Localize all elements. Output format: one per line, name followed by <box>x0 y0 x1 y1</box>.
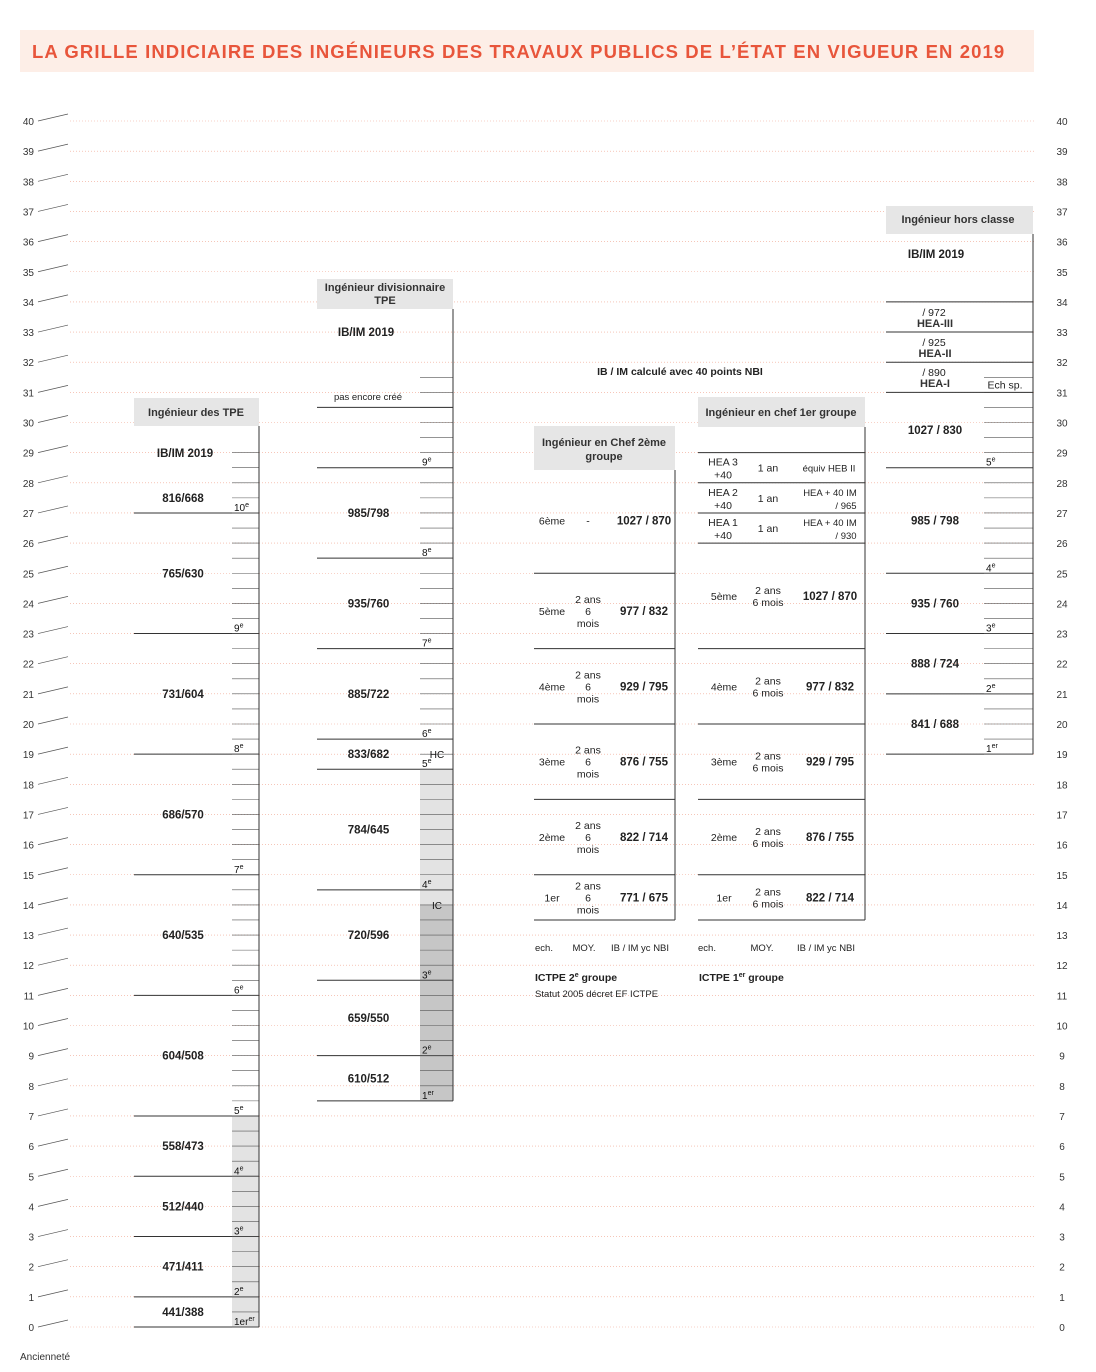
hc-hea-lab-2: HEA-III <box>916 317 954 330</box>
chef2-moy-2-1: 6 <box>585 756 591 769</box>
chef1-hea-ech-1-1: +40 <box>714 499 732 512</box>
tick-mark-32 <box>38 355 68 362</box>
div-hc-label: HC <box>429 750 445 762</box>
y-tick-right-2: 2 <box>1059 1262 1065 1274</box>
y-tick-right-23: 23 <box>1056 629 1068 641</box>
hc-ech-3: 4e <box>986 562 996 575</box>
tick-mark-8 <box>38 1079 68 1086</box>
y-tick-right-14: 14 <box>1056 900 1068 912</box>
chef2-value-0: 771 / 675 <box>620 892 668 905</box>
chef2-ech-0: 1er <box>544 892 560 905</box>
chef2-moy-1-1: 6 <box>585 832 591 845</box>
tick-mark-18 <box>38 777 68 784</box>
div-pending-label: pas encore créé <box>333 392 403 403</box>
y-tick-right-21: 21 <box>1056 689 1068 701</box>
hc-value-2: 935 / 760 <box>911 598 959 611</box>
chef1-hea-value-0-0: HEA + 40 IM <box>803 518 857 530</box>
y-tick-right-39: 39 <box>1056 147 1068 159</box>
chef1-moy-1-0: 2 ans <box>755 826 781 839</box>
tpe-value-6: 686/570 <box>162 809 204 822</box>
tick-mark-17 <box>38 807 68 814</box>
tick-mark-1 <box>38 1290 68 1297</box>
hc-ibim-label: IB/IM 2019 <box>907 249 965 261</box>
y-tick-left-21: 21 <box>22 689 34 701</box>
chef1-moy-1-1: 6 mois <box>752 838 784 851</box>
tick-mark-35 <box>38 265 68 272</box>
chef2-moy-4-0: 2 ans <box>575 593 601 606</box>
tpe-ech-7: 8e <box>234 743 244 756</box>
chef2-ech-1: 2ème <box>538 832 566 845</box>
chef1-ech-2: 3ème <box>710 756 738 769</box>
y-tick-right-1: 1 <box>1059 1292 1065 1304</box>
chef2-moy-2-2: mois <box>576 768 600 781</box>
div-value-6: 935/760 <box>347 598 390 611</box>
x-axis-label: Ancienneté <box>20 1352 71 1363</box>
y-tick-left-23: 23 <box>22 629 34 641</box>
y-tick-left-36: 36 <box>22 237 34 249</box>
y-tick-right-22: 22 <box>1056 659 1068 671</box>
y-tick-left-4: 4 <box>28 1202 34 1214</box>
chef2-moy-0-1: 6 <box>585 892 591 905</box>
y-tick-left-10: 10 <box>22 1021 34 1033</box>
chef1-hea-moy-0: 1 an <box>757 523 779 536</box>
chef2-moy-1-2: mois <box>576 844 600 857</box>
y-tick-left-17: 17 <box>22 810 34 822</box>
chef2-legend-ech: ech. <box>535 943 553 954</box>
chef2-header-line1: Ingénieur en Chef 2ème <box>541 437 667 449</box>
tick-mark-6 <box>38 1139 68 1146</box>
div-value-0: 610/512 <box>347 1073 390 1086</box>
chef1-moy-3-0: 2 ans <box>755 675 781 688</box>
y-tick-right-0: 0 <box>1059 1323 1065 1334</box>
tick-mark-25 <box>38 566 68 573</box>
y-tick-left-24: 24 <box>22 599 34 611</box>
y-tick-left-34: 34 <box>22 297 34 309</box>
hc-value-0: 841 / 688 <box>911 719 959 731</box>
chef1-moy-2-0: 2 ans <box>755 750 781 763</box>
div-ech-7: 8e <box>422 547 432 560</box>
tick-mark-23 <box>38 627 68 634</box>
tick-mark-31 <box>38 385 68 392</box>
chef1-moy-4-0: 2 ans <box>755 584 781 597</box>
tick-mark-14 <box>38 898 68 905</box>
chef1-legend-ibim: IB / IM yc NBI <box>796 943 856 954</box>
div-ech-2: 3e <box>422 969 432 982</box>
tpe-ibim-label: IB/IM 2019 <box>156 448 214 460</box>
div-ech-6: 7e <box>422 637 432 650</box>
tpe-value-9: 816/668 <box>162 492 204 505</box>
chef2-ech-5: 6ème <box>538 515 566 528</box>
chef1-value-1: 876 / 755 <box>806 832 854 845</box>
div-ech-4: 5e <box>422 758 432 771</box>
y-tick-left-1: 1 <box>28 1292 34 1304</box>
div-value-5: 885/722 <box>347 688 390 701</box>
page-title: LA GRILLE INDICIAIRE DES INGÉNIEURS DES TRAVAUX PUBLICS DE L’ÉTAT EN VIGUEUR EN 2019 <box>32 41 1006 62</box>
hc-hea-val-0: / 890 <box>922 367 946 380</box>
tick-mark-38 <box>38 174 68 181</box>
chef2-ech-2: 3ème <box>538 756 566 769</box>
chef1-value-4: 1027 / 870 <box>802 590 858 603</box>
tick-mark-21 <box>38 687 68 694</box>
chef2-value-5: 1027 / 870 <box>616 515 672 528</box>
chef1-hea-moy-2: 1 an <box>757 462 779 475</box>
tpe-value-3: 558/473 <box>162 1141 204 1154</box>
tick-mark-16 <box>38 838 68 845</box>
y-tick-right-3: 3 <box>1059 1232 1065 1244</box>
tpe-value-4: 604/508 <box>162 1050 204 1063</box>
tick-mark-30 <box>38 416 68 423</box>
chef1-moy-0-1: 6 mois <box>752 898 784 911</box>
y-tick-right-37: 37 <box>1056 207 1068 219</box>
tpe-ech-5: 6e <box>234 984 244 997</box>
y-tick-left-22: 22 <box>22 659 34 671</box>
chef1-moy-3-1: 6 mois <box>752 687 784 700</box>
tpe-ech-3: 4e <box>234 1165 244 1178</box>
tick-mark-9 <box>38 1049 68 1056</box>
tick-mark-2 <box>38 1260 68 1267</box>
y-tick-left-27: 27 <box>22 508 34 520</box>
tick-mark-33 <box>38 325 68 332</box>
chef2-moy-1-0: 2 ans <box>575 820 601 833</box>
y-tick-right-33: 33 <box>1056 328 1068 340</box>
y-tick-left-33: 33 <box>22 328 34 340</box>
chef2-moy-4-2: mois <box>576 617 600 630</box>
chef1-ech-3: 4ème <box>710 681 738 694</box>
tpe-ech-4: 5e <box>234 1104 244 1117</box>
div-ech-3: 4e <box>422 878 432 891</box>
chef2-moy-5: - <box>586 515 590 528</box>
div-ic-label: IC <box>432 900 442 912</box>
hc-value-3: 985 / 798 <box>911 515 959 528</box>
y-tick-right-29: 29 <box>1056 448 1068 460</box>
div-ech-8: 9e <box>422 456 432 469</box>
chef2-moy-3-1: 6 <box>585 681 591 694</box>
tick-mark-22 <box>38 657 68 664</box>
div-ech-5: 6e <box>422 728 432 741</box>
y-tick-right-4: 4 <box>1059 1202 1065 1214</box>
chef2-footer-statut: Statut 2005 décret EF ICTPE <box>535 989 659 1000</box>
chef1-moy-0-0: 2 ans <box>755 886 781 899</box>
y-tick-left-15: 15 <box>22 870 34 882</box>
chef2-header-line2: groupe <box>585 451 623 463</box>
y-tick-left-3: 3 <box>28 1232 34 1244</box>
y-tick-right-12: 12 <box>1056 961 1068 973</box>
y-tick-right-5: 5 <box>1059 1172 1065 1184</box>
y-tick-left-28: 28 <box>22 478 34 490</box>
tpe-header: Ingénieur des TPE <box>148 407 244 419</box>
y-tick-left-5: 5 <box>28 1172 34 1184</box>
tick-mark-12 <box>38 958 68 965</box>
hc-ech-2: 3e <box>986 622 996 635</box>
chef1-ech-4: 5ème <box>710 590 738 603</box>
y-tick-right-10: 10 <box>1056 1021 1068 1033</box>
hc-ech-sp-label: Ech sp. <box>987 379 1023 392</box>
chef2-moy-2-0: 2 ans <box>575 744 601 757</box>
tpe-ech-0: $1er^{er}$ <box>234 1316 255 1328</box>
y-tick-right-26: 26 <box>1056 539 1068 551</box>
chef1-hea-value-2: équiv HEB II <box>802 463 856 475</box>
y-tick-left-9: 9 <box>28 1051 34 1063</box>
y-tick-right-32: 32 <box>1056 358 1068 370</box>
tick-mark-27 <box>38 506 68 513</box>
hc-ech-1: 2e <box>986 682 996 695</box>
y-tick-left-26: 26 <box>22 539 34 551</box>
chef1-hea-value-1-0: HEA + 40 IM <box>803 487 857 499</box>
div-header-line2: TPE <box>374 295 396 307</box>
chef1-ech-0: 1er <box>716 892 732 905</box>
chef1-moy-4-1: 6 mois <box>752 596 784 609</box>
tick-mark-0 <box>38 1320 68 1327</box>
tpe-value-5: 640/535 <box>162 930 204 943</box>
tick-mark-10 <box>38 1019 68 1026</box>
y-tick-left-35: 35 <box>22 267 34 279</box>
tpe-value-0: 441/388 <box>162 1306 204 1319</box>
chef2-footer-group: ICTPE 2e groupe <box>535 972 618 984</box>
y-tick-right-7: 7 <box>1059 1111 1065 1123</box>
chef1-hea-moy-1: 1 an <box>757 492 779 505</box>
y-tick-right-17: 17 <box>1056 810 1068 822</box>
chef1-hea-ech-1-0: HEA 2 <box>708 486 738 499</box>
hc-value-4: 1027 / 830 <box>907 425 963 438</box>
div-value-3: 784/645 <box>347 824 390 837</box>
y-tick-right-34: 34 <box>1056 297 1068 309</box>
chef2-ech-4: 5ème <box>538 605 566 618</box>
tick-mark-3 <box>38 1230 68 1237</box>
chef1-value-3: 977 / 832 <box>806 681 854 694</box>
tick-mark-40 <box>38 114 68 121</box>
tick-mark-28 <box>38 476 68 483</box>
chef2-legend-moy: MOY. <box>572 943 596 954</box>
hc-header: Ingénieur hors classe <box>901 214 1015 226</box>
div-header-line1: Ingénieur divisionnaire <box>324 282 446 294</box>
y-tick-right-13: 13 <box>1056 931 1068 943</box>
tick-mark-4 <box>38 1199 68 1206</box>
chef1-ech-1: 2ème <box>710 832 738 845</box>
chef1-value-0: 822 / 714 <box>806 892 854 905</box>
div-ech-1: 2e <box>422 1044 432 1057</box>
y-tick-right-11: 11 <box>1056 991 1068 1003</box>
chef1-hea-value-1-1: / 965 <box>835 500 857 512</box>
chef1-footer-group: ICTPE 1er groupe <box>699 972 784 984</box>
y-tick-right-18: 18 <box>1056 780 1068 792</box>
chef1-value-2: 929 / 795 <box>806 756 854 769</box>
chef2-legend-ibim: IB / IM yc NBI <box>610 943 670 954</box>
y-tick-right-28: 28 <box>1056 478 1068 490</box>
y-tick-left-6: 6 <box>28 1142 34 1154</box>
tick-mark-34 <box>38 295 68 302</box>
y-tick-right-16: 16 <box>1056 840 1068 852</box>
chef2-value-2: 876 / 755 <box>620 756 668 769</box>
y-tick-right-20: 20 <box>1056 720 1068 731</box>
chef1-hea-ech-2-1: +40 <box>714 469 732 482</box>
tick-mark-15 <box>38 868 68 875</box>
y-tick-right-15: 15 <box>1056 870 1068 882</box>
tick-mark-29 <box>38 446 68 453</box>
chef2-value-1: 822 / 714 <box>620 832 668 845</box>
tick-mark-39 <box>38 144 68 151</box>
y-tick-right-8: 8 <box>1059 1081 1065 1093</box>
chef2-moy-0-2: mois <box>576 904 600 917</box>
y-tick-left-30: 30 <box>22 418 34 430</box>
y-tick-left-29: 29 <box>22 448 34 460</box>
y-tick-left-16: 16 <box>22 840 34 852</box>
chef2-moy-3-2: mois <box>576 693 600 706</box>
y-tick-left-18: 18 <box>22 780 34 792</box>
tpe-ech-2: 3e <box>234 1225 244 1238</box>
chef2-value-3: 929 / 795 <box>620 681 668 694</box>
tpe-value-2: 512/440 <box>162 1201 204 1214</box>
tick-mark-24 <box>38 596 68 603</box>
y-tick-right-30: 30 <box>1056 418 1068 430</box>
hc-hea-val-2: / 972 <box>922 306 946 319</box>
div-value-7: 985/798 <box>347 507 390 520</box>
hc-value-1: 888 / 724 <box>911 658 959 671</box>
y-tick-left-13: 13 <box>22 931 34 943</box>
tpe-ech-1: 2e <box>234 1285 244 1298</box>
y-tick-left-2: 2 <box>28 1262 34 1274</box>
div-ech-0: 1er <box>422 1089 434 1102</box>
chef1-legend-ech: ech. <box>698 943 716 954</box>
chef2-value-4: 977 / 832 <box>620 605 668 618</box>
y-tick-left-0: 0 <box>28 1323 34 1334</box>
chef2-moy-4-1: 6 <box>585 605 591 618</box>
y-tick-right-36: 36 <box>1056 237 1068 249</box>
div-shade-dark <box>420 905 453 1101</box>
tick-mark-13 <box>38 928 68 935</box>
y-tick-right-27: 27 <box>1056 508 1068 520</box>
y-tick-left-19: 19 <box>22 750 34 762</box>
y-tick-left-31: 31 <box>22 388 34 400</box>
tick-mark-26 <box>38 536 68 543</box>
hc-ech-4: 5e <box>986 456 996 469</box>
tpe-ech-6: 7e <box>234 863 244 876</box>
tick-mark-37 <box>38 204 68 211</box>
y-tick-left-14: 14 <box>22 900 34 912</box>
y-tick-right-19: 19 <box>1056 750 1068 762</box>
tick-mark-19 <box>38 747 68 754</box>
y-tick-left-32: 32 <box>22 358 34 370</box>
y-tick-right-25: 25 <box>1056 569 1068 581</box>
div-value-4: 833/682 <box>347 749 390 762</box>
chef1-header: Ingénieur en chef 1er groupe <box>705 407 857 419</box>
tick-mark-36 <box>38 235 68 242</box>
hc-hea-lab-1: HEA-II <box>918 348 952 361</box>
tick-mark-20 <box>38 717 68 724</box>
hc-hea-lab-0: HEA-I <box>920 378 950 391</box>
y-tick-left-25: 25 <box>22 569 34 581</box>
y-tick-left-38: 38 <box>22 177 34 189</box>
hc-ech-0: 1er <box>986 743 998 756</box>
hc-hea-val-1: / 925 <box>922 337 946 350</box>
chef2-moy-3-0: 2 ans <box>575 669 601 682</box>
tick-mark-7 <box>38 1109 68 1116</box>
chef1-hea-ech-0-0: HEA 1 <box>708 517 738 530</box>
tpe-ech-8: 9e <box>234 622 244 635</box>
chef2-ech-3: 4ème <box>538 681 566 694</box>
y-tick-left-39: 39 <box>22 147 34 159</box>
div-value-2: 720/596 <box>347 930 390 943</box>
chef1-hea-ech-0-1: +40 <box>714 530 732 543</box>
chef1-moy-2-1: 6 mois <box>752 762 784 775</box>
y-tick-left-37: 37 <box>22 207 34 219</box>
y-tick-right-6: 6 <box>1059 1142 1065 1154</box>
y-tick-right-38: 38 <box>1056 177 1068 189</box>
tpe-value-7: 731/604 <box>162 688 204 701</box>
tick-mark-5 <box>38 1169 68 1176</box>
chef2-moy-0-0: 2 ans <box>575 880 601 893</box>
y-tick-right-9: 9 <box>1059 1051 1065 1063</box>
y-tick-left-20: 20 <box>22 720 34 731</box>
y-tick-left-7: 7 <box>28 1111 34 1123</box>
y-tick-left-40: 40 <box>22 117 34 128</box>
div-ibim-label: IB/IM 2019 <box>337 327 395 339</box>
y-tick-left-11: 11 <box>23 991 34 1003</box>
tpe-value-1: 471/411 <box>162 1261 204 1274</box>
y-tick-left-8: 8 <box>28 1081 34 1093</box>
y-tick-right-24: 24 <box>1056 599 1068 611</box>
nbi-note: IB / IM calculé avec 40 points NBI <box>597 366 763 378</box>
y-tick-left-12: 12 <box>22 961 34 973</box>
tick-mark-11 <box>38 988 68 995</box>
y-tick-right-31: 31 <box>1056 388 1068 400</box>
chef1-legend-moy: MOY. <box>750 943 774 954</box>
tpe-ech-9: 10e <box>234 501 250 514</box>
chef1-hea-ech-2-0: HEA 3 <box>708 456 738 469</box>
tpe-value-8: 765/630 <box>162 568 204 581</box>
div-value-1: 659/550 <box>347 1012 390 1025</box>
chef1-hea-value-0-1: / 930 <box>835 531 857 543</box>
y-tick-right-35: 35 <box>1056 267 1068 279</box>
y-tick-right-40: 40 <box>1056 117 1068 128</box>
